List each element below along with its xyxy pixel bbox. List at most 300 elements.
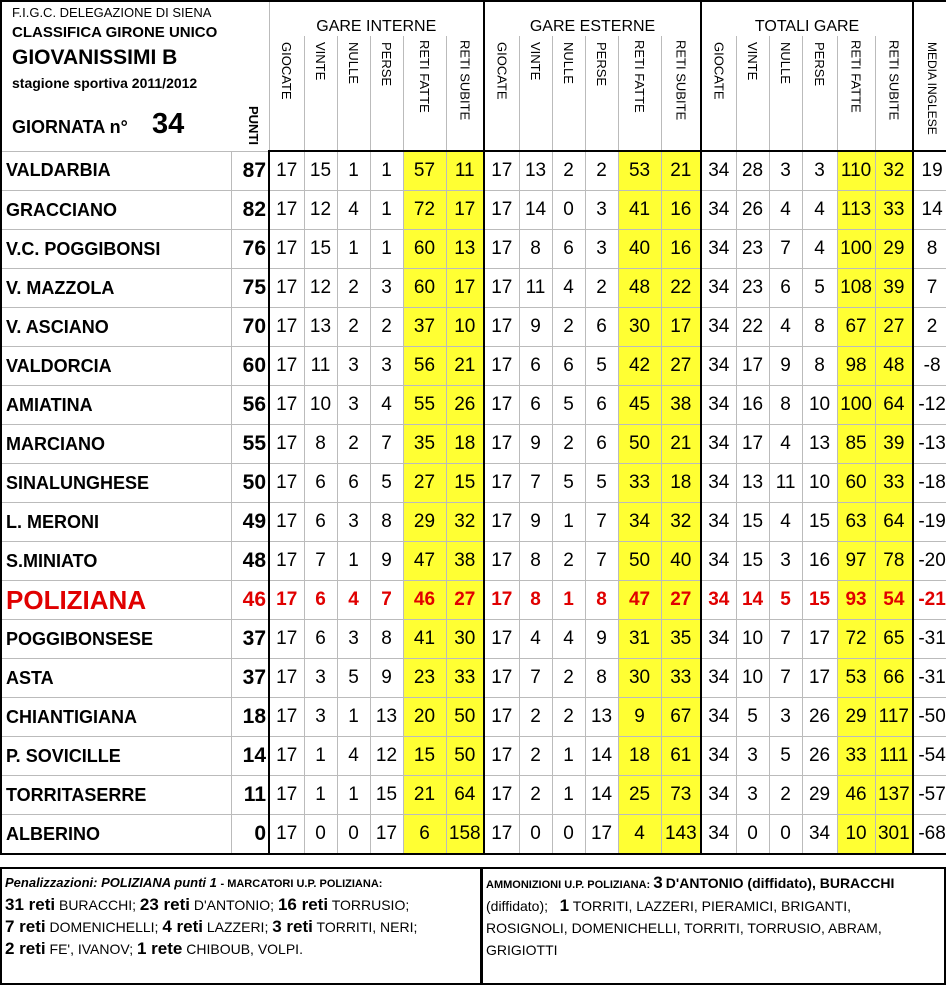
stat-cell: 4 <box>519 620 552 659</box>
stat-cell: 14 <box>585 776 618 815</box>
team-points: 48 <box>231 542 269 581</box>
scorer-names: LAZZERI; <box>206 919 269 935</box>
stat-cell: 0 <box>552 191 585 230</box>
stat-cell: 30 <box>618 659 661 698</box>
table-row <box>1 737 946 776</box>
stat-cell: 17 <box>484 151 519 191</box>
stat-cell: 20 <box>403 698 446 737</box>
stat-cell: 14 <box>585 737 618 776</box>
stat-cell: 17 <box>484 620 519 659</box>
stat-cell: 17 <box>802 659 837 698</box>
stat-cell: 17 <box>269 308 304 347</box>
stat-cell: 8 <box>370 503 403 542</box>
stat-cell: 64 <box>875 503 913 542</box>
stat-cell: 38 <box>446 542 484 581</box>
stat-cell: 21 <box>661 151 701 191</box>
col-header-away-reti-fatte: RETI FATTE <box>618 36 661 151</box>
media-inglese-cell: -54 <box>913 737 946 776</box>
stat-cell: 9 <box>370 659 403 698</box>
scorer-names: FE', IVANOV; <box>49 941 134 957</box>
stat-cell: 17 <box>269 581 304 620</box>
stat-cell: 17 <box>484 581 519 620</box>
stat-cell: 12 <box>304 191 337 230</box>
col-header-total-nulle: NULLE <box>769 36 802 151</box>
stat-cell: 23 <box>403 659 446 698</box>
stat-cell: 6 <box>519 386 552 425</box>
stat-cell: 0 <box>519 815 552 855</box>
stat-cell: 5 <box>769 581 802 620</box>
stat-cell: 3 <box>337 386 370 425</box>
col-header-home-reti-subite: RETI SUBITE <box>446 36 484 151</box>
media-inglese-cell: -50 <box>913 698 946 737</box>
stat-cell: 47 <box>403 542 446 581</box>
title-block <box>1 1 269 151</box>
stat-cell: 17 <box>484 776 519 815</box>
stat-cell: 2 <box>585 269 618 308</box>
stat-cell: 4 <box>337 191 370 230</box>
stat-cell: 6 <box>585 425 618 464</box>
table-row <box>1 191 946 230</box>
stat-cell: 3 <box>769 542 802 581</box>
stat-cell: 17 <box>484 386 519 425</box>
stat-cell: 21 <box>661 425 701 464</box>
stat-cell: 34 <box>701 503 736 542</box>
media-inglese-cell: -68 <box>913 815 946 855</box>
stat-cell: 3 <box>769 698 802 737</box>
stat-cell: 111 <box>875 737 913 776</box>
stat-cell: 1 <box>370 191 403 230</box>
team-points: 87 <box>231 151 269 191</box>
stat-cell: 100 <box>837 386 875 425</box>
stat-cell: 3 <box>370 269 403 308</box>
stat-cell: 27 <box>446 581 484 620</box>
stat-cell: 4 <box>769 425 802 464</box>
team-points: 60 <box>231 347 269 386</box>
team-points: 70 <box>231 308 269 347</box>
stat-cell: 18 <box>618 737 661 776</box>
stat-cell: 34 <box>701 386 736 425</box>
stat-cell: 78 <box>875 542 913 581</box>
stat-cell: 29 <box>837 698 875 737</box>
stat-cell: 8 <box>802 308 837 347</box>
stat-cell: 33 <box>875 191 913 230</box>
stat-cell: 0 <box>304 815 337 855</box>
stat-cell: 2 <box>552 698 585 737</box>
stat-cell: 6 <box>304 503 337 542</box>
stat-cell: 38 <box>661 386 701 425</box>
stat-cell: 0 <box>769 815 802 855</box>
stat-cell: 10 <box>802 386 837 425</box>
stat-cell: 7 <box>769 620 802 659</box>
team-points: 56 <box>231 386 269 425</box>
stat-cell: 17 <box>269 815 304 855</box>
stat-cell: 0 <box>552 815 585 855</box>
stat-cell: 9 <box>519 503 552 542</box>
stat-cell: 72 <box>837 620 875 659</box>
stat-cell: 8 <box>370 620 403 659</box>
stat-cell: 301 <box>875 815 913 855</box>
col-header-total-reti-subite: RETI SUBITE <box>875 36 913 151</box>
stat-cell: 17 <box>269 776 304 815</box>
stat-cell: 17 <box>484 308 519 347</box>
stat-cell: 15 <box>304 230 337 269</box>
team-name: L. MERONI <box>1 503 231 542</box>
stat-cell: 6 <box>585 386 618 425</box>
team-name: TORRITASERRE <box>1 776 231 815</box>
team-name: VALDORCIA <box>1 347 231 386</box>
stat-cell: 34 <box>701 659 736 698</box>
stat-cell: 33 <box>661 659 701 698</box>
stat-cell: 25 <box>618 776 661 815</box>
penalty-note: Penalizzazioni: POLIZIANA punti 1 <box>5 875 217 890</box>
stat-cell: 1 <box>337 542 370 581</box>
stat-cell: 1 <box>370 151 403 191</box>
stat-cell: 21 <box>446 347 484 386</box>
media-inglese-cell: -18 <box>913 464 946 503</box>
team-points: 18 <box>231 698 269 737</box>
bookings-names-4: GRIGIOTTI <box>486 942 558 958</box>
team-name: GRACCIANO <box>1 191 231 230</box>
stat-cell: 7 <box>304 542 337 581</box>
stat-cell: 13 <box>736 464 769 503</box>
stat-cell: 16 <box>736 386 769 425</box>
media-inglese-cell: 8 <box>913 230 946 269</box>
stat-cell: 34 <box>701 230 736 269</box>
stat-cell: 5 <box>585 464 618 503</box>
stat-cell: 17 <box>269 191 304 230</box>
team-name: ALBERINO <box>1 815 231 855</box>
stat-cell: 10 <box>736 620 769 659</box>
stat-cell: 60 <box>403 269 446 308</box>
stat-cell: 40 <box>661 542 701 581</box>
stat-cell: 17 <box>802 620 837 659</box>
stat-cell: 39 <box>875 269 913 308</box>
stat-cell: 5 <box>802 269 837 308</box>
stat-cell: 0 <box>337 815 370 855</box>
stat-cell: 12 <box>370 737 403 776</box>
stat-cell: 2 <box>552 151 585 191</box>
stat-cell: 108 <box>837 269 875 308</box>
stat-cell: 10 <box>837 815 875 855</box>
stat-cell: 17 <box>484 815 519 855</box>
federation-label: F.I.G.C. DELEGAZIONE DI SIENA <box>12 5 212 20</box>
stat-cell: 11 <box>769 464 802 503</box>
bookings-names-1: D'ANTONIO (diffidato), BURACCHI <box>665 875 895 891</box>
stat-cell: 1 <box>552 776 585 815</box>
category-title: GIOVANISSIMI B <box>12 46 178 69</box>
stat-cell: 1 <box>337 151 370 191</box>
col-header-home-nulle: NULLE <box>337 36 370 151</box>
media-inglese-cell: -20 <box>913 542 946 581</box>
stat-cell: 7 <box>769 230 802 269</box>
stat-cell: 7 <box>585 542 618 581</box>
stat-cell: 6 <box>337 464 370 503</box>
bookings-title: AMMONIZIONI U.P. POLIZIANA: <box>486 879 651 891</box>
stat-cell: 3 <box>337 503 370 542</box>
table-row <box>1 815 946 855</box>
media-inglese-cell: -8 <box>913 347 946 386</box>
goal-count: 3 reti <box>272 917 313 936</box>
matchday-label: GIORNATA n° <box>12 117 128 137</box>
stat-cell: 32 <box>661 503 701 542</box>
stat-cell: 97 <box>837 542 875 581</box>
goal-count: 4 reti <box>162 917 203 936</box>
team-name: CHIANTIGIANA <box>1 698 231 737</box>
stat-cell: 73 <box>661 776 701 815</box>
stat-cell: 2 <box>519 698 552 737</box>
stat-cell: 18 <box>446 425 484 464</box>
stat-cell: 11 <box>446 151 484 191</box>
media-inglese-cell: 7 <box>913 269 946 308</box>
stat-cell: 2 <box>552 659 585 698</box>
matchday-number: 34 <box>152 108 185 140</box>
stat-cell: 34 <box>701 347 736 386</box>
team-points: 14 <box>231 737 269 776</box>
bookings-panel <box>481 867 946 985</box>
col-header-away-giocate: GIOCATE <box>484 36 519 151</box>
stat-cell: 55 <box>403 386 446 425</box>
stat-cell: 3 <box>304 659 337 698</box>
stat-cell: 2 <box>337 269 370 308</box>
stat-cell: 1 <box>337 776 370 815</box>
media-inglese-cell: 14 <box>913 191 946 230</box>
stat-cell: 17 <box>661 308 701 347</box>
stat-cell: 17 <box>585 815 618 855</box>
stat-cell: 6 <box>304 464 337 503</box>
stat-cell: 13 <box>304 308 337 347</box>
stat-cell: 17 <box>446 269 484 308</box>
stat-cell: 34 <box>701 581 736 620</box>
stat-cell: 64 <box>446 776 484 815</box>
table-row <box>1 620 946 659</box>
table-row <box>1 151 946 191</box>
scorer-names: CHIBOUB, VOLPI. <box>186 941 303 957</box>
stat-cell: 1 <box>337 698 370 737</box>
stat-cell: 26 <box>446 386 484 425</box>
stat-cell: 7 <box>519 659 552 698</box>
col-header-home-perse: PERSE <box>370 36 403 151</box>
table-row <box>1 425 946 464</box>
stat-cell: 3 <box>370 347 403 386</box>
stat-cell: 17 <box>484 425 519 464</box>
scorer-names: DOMENICHELLI; <box>49 919 159 935</box>
table-row <box>1 581 946 620</box>
stat-cell: 100 <box>837 230 875 269</box>
team-name: V. MAZZOLA <box>1 269 231 308</box>
stat-cell: 2 <box>337 425 370 464</box>
stat-cell: 27 <box>403 464 446 503</box>
stat-cell: 9 <box>618 698 661 737</box>
goal-count: 23 reti <box>139 895 190 914</box>
stat-cell: 1 <box>552 581 585 620</box>
stat-cell: 17 <box>269 230 304 269</box>
stat-cell: 143 <box>661 815 701 855</box>
stat-cell: 4 <box>552 269 585 308</box>
col-header-home-vinte: VINTE <box>304 36 337 151</box>
table-row <box>1 542 946 581</box>
stat-cell: 1 <box>552 737 585 776</box>
stat-cell: 53 <box>837 659 875 698</box>
stat-cell: 4 <box>370 386 403 425</box>
team-points: 37 <box>231 620 269 659</box>
stat-cell: 33 <box>446 659 484 698</box>
col-header-away-reti-subite: RETI SUBITE <box>661 36 701 151</box>
team-points: 55 <box>231 425 269 464</box>
stat-cell: 8 <box>802 347 837 386</box>
stat-cell: 17 <box>269 659 304 698</box>
media-inglese-cell: 2 <box>913 308 946 347</box>
team-points: 75 <box>231 269 269 308</box>
stat-cell: 0 <box>736 815 769 855</box>
stat-cell: 11 <box>519 269 552 308</box>
stat-cell: 1 <box>337 230 370 269</box>
media-inglese-cell: -21 <box>913 581 946 620</box>
stat-cell: 67 <box>661 698 701 737</box>
stat-cell: 41 <box>403 620 446 659</box>
scorer-names: TORRITI, NERI; <box>316 919 418 935</box>
stat-cell: 34 <box>701 737 736 776</box>
stat-cell: 30 <box>618 308 661 347</box>
stat-cell: 2 <box>552 425 585 464</box>
stat-cell: 15 <box>736 542 769 581</box>
bookings-names-2: TORRITI, LAZZERI, PIERAMICI, BRIGANTI, <box>572 898 851 914</box>
stat-cell: 9 <box>769 347 802 386</box>
stat-cell: 6 <box>769 269 802 308</box>
stat-cell: 34 <box>701 620 736 659</box>
goal-count: 7 reti <box>5 917 46 936</box>
media-inglese-cell: -19 <box>913 503 946 542</box>
stat-cell: 4 <box>802 191 837 230</box>
stat-cell: 17 <box>484 464 519 503</box>
stat-cell: 4 <box>552 620 585 659</box>
media-inglese-cell: -57 <box>913 776 946 815</box>
bookings-names-3: ROSIGNOLI, DOMENICHELLI, TORRITI, TORRUSIO, ABRAM, <box>486 920 882 936</box>
stat-cell: 13 <box>585 698 618 737</box>
stat-cell: 17 <box>269 425 304 464</box>
stat-cell: 17 <box>269 269 304 308</box>
table-row <box>1 386 946 425</box>
stat-cell: 1 <box>552 503 585 542</box>
stat-cell: 50 <box>618 425 661 464</box>
stat-cell: 2 <box>519 776 552 815</box>
stat-cell: 17 <box>484 347 519 386</box>
stat-cell: 2 <box>769 776 802 815</box>
stat-cell: 15 <box>403 737 446 776</box>
group-away-header: GARE ESTERNE <box>484 1 701 36</box>
stat-cell: 16 <box>802 542 837 581</box>
stat-cell: 66 <box>875 659 913 698</box>
stat-cell: 7 <box>370 425 403 464</box>
stat-cell: 34 <box>701 542 736 581</box>
stat-cell: 17 <box>269 737 304 776</box>
col-header-away-vinte: VINTE <box>519 36 552 151</box>
scorers-panel <box>0 867 482 985</box>
stat-cell: 15 <box>370 776 403 815</box>
stat-cell: 3 <box>585 230 618 269</box>
stat-cell: 50 <box>618 542 661 581</box>
stat-cell: 10 <box>304 386 337 425</box>
stat-cell: 17 <box>446 191 484 230</box>
stat-cell: 34 <box>701 698 736 737</box>
stat-cell: 4 <box>618 815 661 855</box>
stat-cell: 14 <box>736 581 769 620</box>
stat-cell: 13 <box>370 698 403 737</box>
goal-count: 1 rete <box>137 939 183 958</box>
stat-cell: 8 <box>769 386 802 425</box>
stat-cell: 5 <box>736 698 769 737</box>
stat-cell: 3 <box>337 620 370 659</box>
bookings-names-1b: (diffidato); <box>486 898 548 914</box>
stat-cell: 26 <box>802 737 837 776</box>
team-name: ASTA <box>1 659 231 698</box>
stat-cell: 9 <box>519 425 552 464</box>
col-header-away-nulle: NULLE <box>552 36 585 151</box>
stat-cell: 12 <box>304 269 337 308</box>
stat-cell: 35 <box>403 425 446 464</box>
stat-cell: 137 <box>875 776 913 815</box>
group-total-header: TOTALI GARE <box>701 1 913 36</box>
stat-cell: 17 <box>269 347 304 386</box>
stat-cell: 6 <box>552 230 585 269</box>
team-name: SINALUNGHESE <box>1 464 231 503</box>
team-name: POLIZIANA <box>1 581 231 620</box>
goal-count: 2 reti <box>5 939 46 958</box>
col-header-home-reti-fatte: RETI FATTE <box>403 36 446 151</box>
stat-cell: 17 <box>269 542 304 581</box>
stat-cell: 33 <box>875 464 913 503</box>
stat-cell: 26 <box>802 698 837 737</box>
team-points: 76 <box>231 230 269 269</box>
col-header-total-giocate: GIOCATE <box>701 36 736 151</box>
stat-cell: 2 <box>585 151 618 191</box>
stat-cell: 5 <box>769 737 802 776</box>
stat-cell: 17 <box>736 425 769 464</box>
team-points: 82 <box>231 191 269 230</box>
stat-cell: 64 <box>875 386 913 425</box>
stat-cell: 34 <box>618 503 661 542</box>
goal-count: 31 reti <box>5 895 56 914</box>
bookings-count-1: 1 <box>559 896 570 915</box>
stat-cell: 8 <box>519 581 552 620</box>
scorer-names: TORRUSIO; <box>331 897 410 913</box>
stat-cell: 10 <box>736 659 769 698</box>
stat-cell: 57 <box>403 151 446 191</box>
stat-cell: 3 <box>769 151 802 191</box>
stat-cell: 34 <box>802 815 837 855</box>
stat-cell: 10 <box>446 308 484 347</box>
stat-cell: 15 <box>802 581 837 620</box>
stat-cell: 56 <box>403 347 446 386</box>
team-name: S.MINIATO <box>1 542 231 581</box>
stat-cell: 4 <box>337 581 370 620</box>
stat-cell: 18 <box>661 464 701 503</box>
col-header-total-vinte: VINTE <box>736 36 769 151</box>
stat-cell: 2 <box>519 737 552 776</box>
stat-cell: 34 <box>701 191 736 230</box>
stat-cell: 34 <box>701 776 736 815</box>
stat-cell: 2 <box>337 308 370 347</box>
table-row <box>1 269 946 308</box>
stat-cell: 60 <box>403 230 446 269</box>
stat-cell: 17 <box>269 386 304 425</box>
stat-cell: 11 <box>304 347 337 386</box>
stat-cell: 6 <box>304 581 337 620</box>
scorer-names: D'ANTONIO; <box>193 897 275 913</box>
bookings-count-3: 3 <box>653 873 663 892</box>
stat-cell: 8 <box>585 659 618 698</box>
stat-cell: 3 <box>802 151 837 191</box>
stat-cell: 32 <box>875 151 913 191</box>
